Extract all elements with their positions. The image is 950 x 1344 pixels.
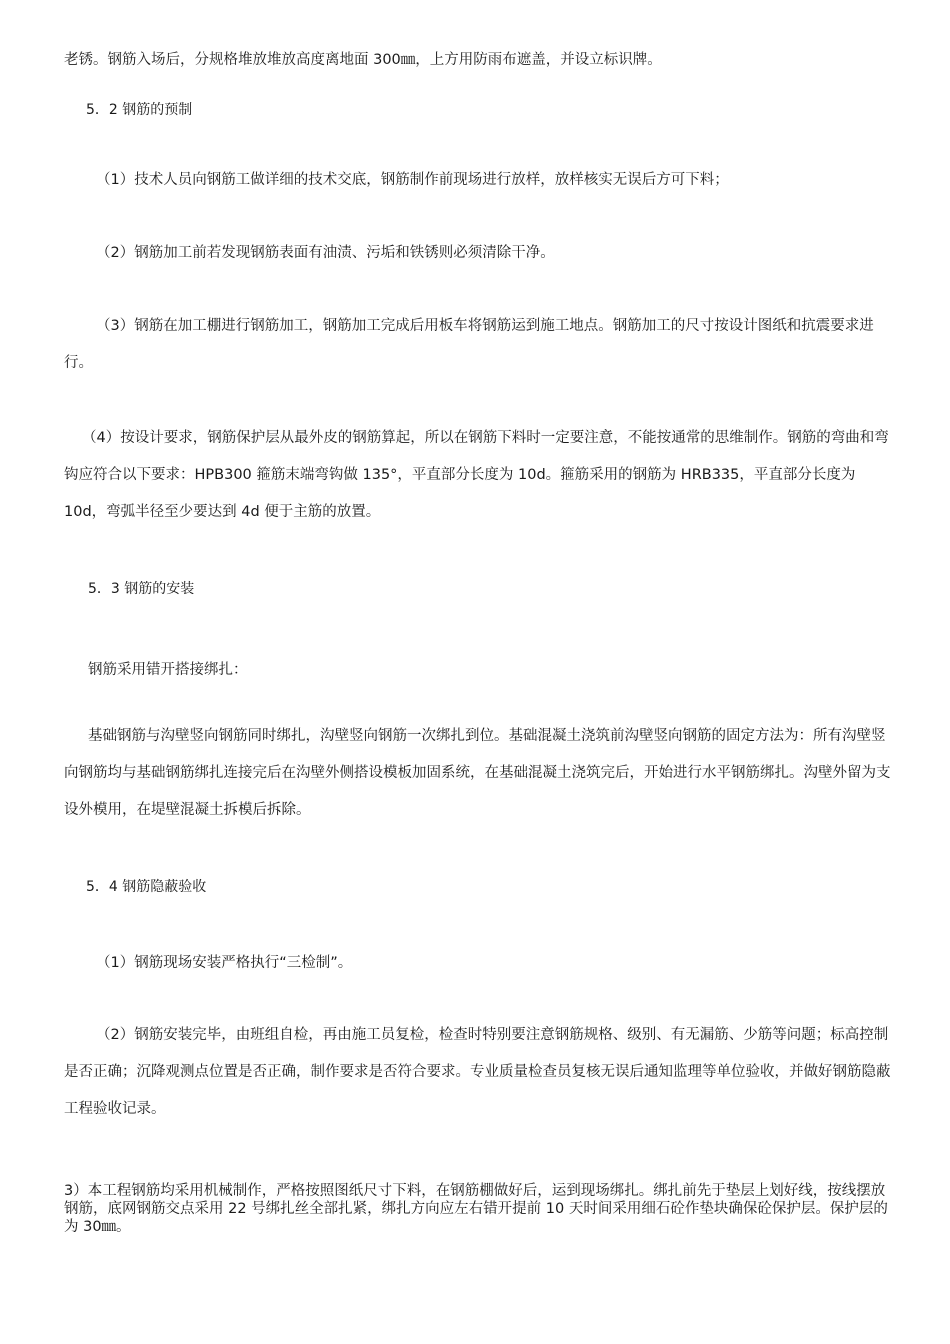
paragraph-5-3-body: 基础钢筋与沟壁竖向钢筋同时绑扎，沟壁竖向钢筋一次绑扎到位。基础混凝土浇筑前沟壁竖向钢筋的固定方法为：所有沟壁竖向钢筋均与基础钢筋绑扎连接完后在沟壁外侧搭设模板加固系统，在基础混凝土浇筑完后，开始进行水平钢筋绑扎。沟壁外留为支设外模用，在堤壁混凝土拆模后拆除。 <box>64 728 891 818</box>
paragraph-5-2-item-3: （3）钢筋在加工棚进行钢筋加工，钢筋加工完成后用板车将钢筋运到施工地点。钢筋加工的尺寸按设计图纸和抗震要求进行。 <box>64 318 874 371</box>
section-heading-5-3: 5．3 钢筋的安装 <box>88 581 195 597</box>
paragraph-5-2-item-1: （1）技术人员向钢筋工做详细的技术交底，钢筋制作前现场进行放样，放样核实无误后方可下料； <box>96 172 729 188</box>
paragraph-5-4-item-3: 3）本工程钢筋均采用机械制作，严格按照图纸尺寸下料，在钢筋棚做好后，运到现场绑扎。绑扎前先于垫层上划好线，按线摆放钢筋，底网钢筋交点采用 22 号绑扎丝全部扎紧，绑扎方向应左右错开提前 10 天时间采用细石砼作垫块确保砼保护层。保护层的为 30㎜。 <box>64 1183 888 1235</box>
section-heading-5-4: 5．4 钢筋隐蔽验收 <box>86 879 207 895</box>
paragraph-storage-tail: 老锈。钢筋入场后，分规格堆放堆放高度离地面 300㎜，上方用防雨布遮盖，并设立标识牌。 <box>64 52 662 68</box>
paragraph-5-4-item-1: （1）钢筋现场安装严格执行“三检制”。 <box>96 955 353 971</box>
paragraph-5-2-item-2: （2）钢筋加工前若发现钢筋表面有油渍、污垢和铁锈则必须清除干净。 <box>96 245 555 261</box>
paragraph-5-4-item-2: （2）钢筋安装完毕，由班组自检，再由施工员复检，检查时特别要注意钢筋规格、级别、有无漏筋、少筋等问题；标高控制是否正确；沉降观测点位置是否正确，制作要求是否符合要求。专业质量检查员复核无误后通知监理等单位验收，并做好钢筋隐蔽工程验收记录。 <box>64 1027 891 1117</box>
paragraph-5-3-intro: 钢筋采用错开搭接绑扎： <box>88 662 248 678</box>
section-heading-5-2: 5．2 钢筋的预制 <box>86 102 193 118</box>
paragraph-5-2-item-4: （4）按设计要求，钢筋保护层从最外皮的钢筋算起，所以在钢筋下料时一定要注意，不能按通常的思维制作。钢筋的弯曲和弯钩应符合以下要求：HPB300 箍筋末端弯钩做 135°，平直部分长度为 10d。箍筋采用的钢筋为 HRB335，平直部分长度为 10d，弯弧半径至少要达到 4d 便于主筋的放置。 <box>64 430 889 520</box>
